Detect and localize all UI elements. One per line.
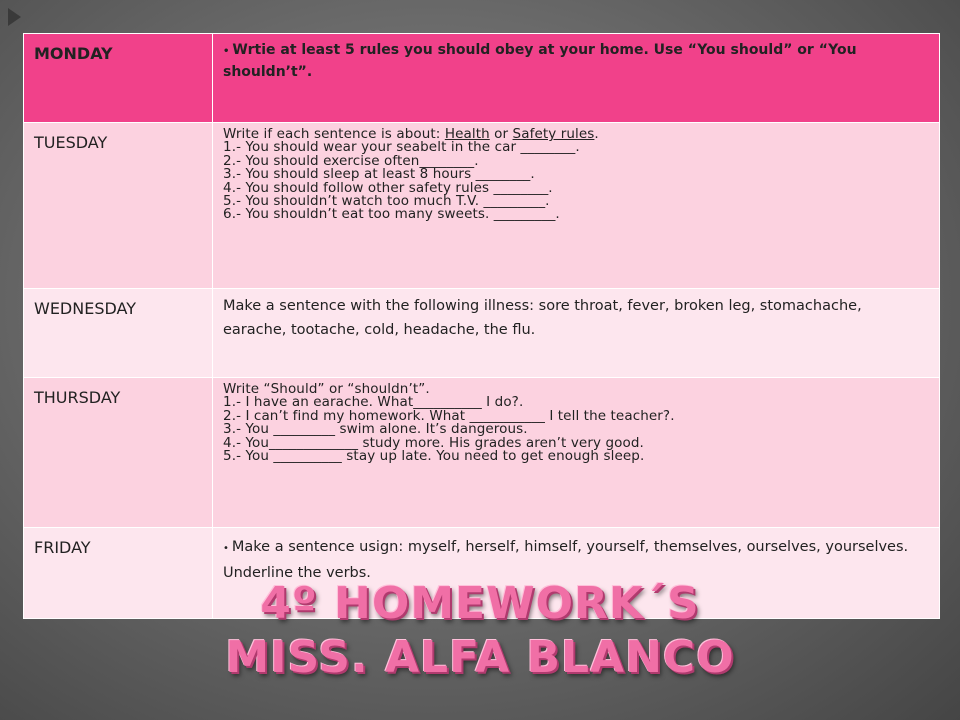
day-label-wednesday: WEDNESDAY [24,289,213,378]
teacher-name: MISS. ALFA BLANCO [225,632,735,683]
task-tuesday [213,123,940,289]
corner-arrow-icon [8,8,21,26]
task-text-monday: Wrtie at least 5 rules you should obey at your home. Use “You should” or “You shouldn’t”. [223,42,857,80]
intro-end: . [594,126,599,142]
task-line: 1.- I have an earache. What__________ I do?. [223,394,524,411]
day-label-thursday: THURSDAY [24,378,213,528]
intro-prefix: Write if each sentence is about: [223,126,445,142]
task-line: 3.- You should sleep at least 8 hours ________. [223,166,535,183]
task-line: 2.- I can’t find my homework. What ___________ I tell the teacher?. [223,407,675,424]
task-line: 1.- You should wear your seabelt in the car ________. [223,139,580,156]
task-line: 5.- You __________ stay up late. You need to get enough sleep. [223,448,645,465]
task-monday [213,34,940,123]
table-row-wednesday [24,289,940,378]
task-line: 4.- You should follow other safety rules ________. [223,179,553,196]
task-line: 6.- You shouldn’t eat too many sweets. _________. [223,206,560,223]
task-wednesday: Make a sentence with the following illness: sore throat, fever, broken leg, stomachache, earache, tootache, cold, headache, the flu. [213,289,940,378]
intro-or: or [489,126,513,142]
task-text-friday: Make a sentence usign: myself, herself, himself, yourself, themselves, ourselves, yourselves. Underline the verbs. [223,539,909,581]
table-row-tuesday [24,123,940,289]
day-label-tuesday: TUESDAY [24,123,213,289]
task-line: 4.- You_____________ study more. His grades aren’t very good. [223,434,644,451]
task-line: 3.- You _________ swim alone. It’s dangerous. [223,421,528,438]
table-row-thursday [24,378,940,528]
task-thursday [213,378,940,528]
table-row-monday [24,34,940,123]
task-line: 5.- You shouldn’t watch too much T.V. _________. [223,193,550,210]
day-label-friday: FRIDAY [24,528,213,619]
task-line: 2.- You should exercise often________. [223,152,479,169]
intro-safety: Safety rules [512,126,595,142]
task-line: Write “Should” or “shouldn’t”. [223,381,430,397]
homework-title: 4º HOMEWORK´S [260,578,700,629]
intro-health: Health [444,126,490,142]
day-label-monday: MONDAY [24,34,213,123]
bullet-icon: • [223,46,230,57]
homework-table [23,33,940,619]
bullet-icon: • [223,543,229,554]
